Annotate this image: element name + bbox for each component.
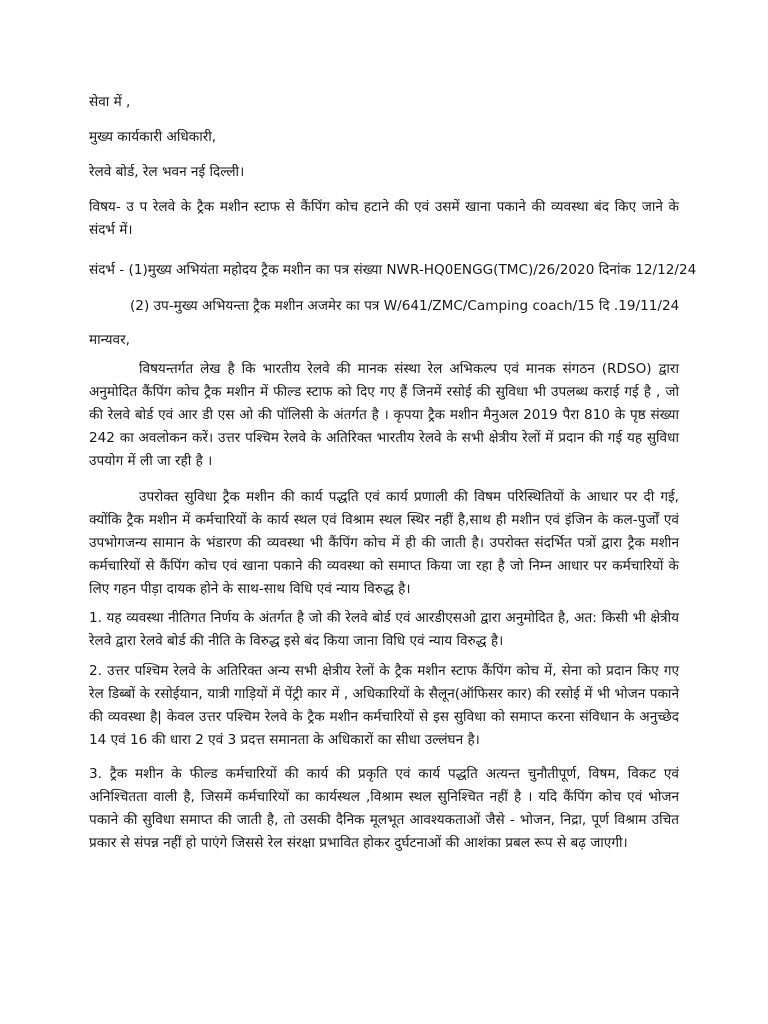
- point-2: 2. उत्तर पश्चिम रेलवे के अतिरिक्त अन्य सभी क्षेत्रीय रेलों के ट्रैक मशीन स्टाफ कैंपिंग कोच में, सेना को प्रदान किए गए रेल डिब्बों के रसोईयान, यात्री गाड़ियों में पेंट्री कार में , अधिकारियों के सैलून(ऑफिसर कार) की रसोई में भी भोजन पकाने की व्यवस्था है| केवल उत्तर पश्चिम रेलवे के ट्रैक मशीन कर्मचारियों से इस सुविधा को समाप्त करना संविधान के अनुच्छेद 14 एवं 16 की धारा 2 एवं 3 प्रदत्त समानता के अधिकारों का सीधा उल्लंघन है।: [89, 663, 679, 748]
- point-1: 1. यह व्यवस्था नीतिगत निर्णय के अंतर्गत है जो की रेलवे बोर्ड एवं आरडीएसओ द्वारा अनुमोदित है, अत: किसी भी क्षेत्रीय रेलवे द्वारा रेलवे बोर्ड की नीति के विरुद्ध इसे बंद किया जाना विधि एवं न्याय विरुद्ध है।: [89, 610, 679, 649]
- body-paragraph-1: विषयन्तर्गत लेख है कि भारतीय रेलवे की मानक संस्था रेल अभिकल्प एवं मानक संगठन (RDSO) द्वारा अनुमोदित कैंपिंग कोच ट्रैक मशीन में फील्ड स्टाफ को दिए गए हैं जिनमें रसोई की सुविधा भी उपलब्ध कराई गई है , जो की रेलवे बोर्ड एवं आर डी एस ओ की पॉलिसी के अंतर्गत है । कृपया ट्रैक मशीन मैनुअल 2019 पैरा 810 के पृष्ठ संख्या 242 का अवलोकन करें। उत्तर पश्चिम रेलवे के अतिरिक्त भारतीय रेलवे के सभी क्षेत्रीय रेलों में प्रदान की गई यह सुविधा उपयोग में ली जा रही है ।: [89, 361, 679, 469]
- subject-line: विषय- उ प रेलवे के ट्रैक मशीन स्टाफ से कैंपिंग कोच हटाने की एवं उसमें खाना पकाने की व्यवस्था बंद किए जाने के संदर्भ में।: [89, 199, 679, 238]
- reference-1: संदर्भ - (1)मुख्य अभियंता महोदय ट्रैक मशीन का पत्र संख्या NWR-HQ0ENGG(TMC)/26/2020 दिनांक 12/12/24: [89, 262, 697, 278]
- point-3: 3. ट्रैक मशीन के फील्ड कर्मचारियों की कार्य की प्रकृति एवं कार्य पद्धति अत्यन्त चुनौतीपूर्ण, विषम, विकट एवं अनिश्चितता वाली है, जिसमें कर्मचारियों का कार्यस्थल ,विश्राम स्थल सुनिश्चित नहीं है । यदि कैंपिंग कोच एवं भोजन पकाने की सुविधा समाप्त की जाती है, तो उसकी दैनिक मूलभूत आवश्यकताओं जैसे - भोजन, निद्रा, पूर्ण विश्राम उचित प्रकार से संपन्न नहीं हो पाएंगे जिससे रेल संरक्षा प्रभावित होकर दुर्घटनाओं की आशंका प्रबल रूप से बढ़ जाएगी।: [89, 766, 679, 851]
- recipient-address: रेलवे बोर्ड, रेल भवन नई दिल्ली।: [89, 164, 245, 180]
- reference-2: (2) उप-मुख्य अभियन्ता ट्रैक मशीन अजमेर का पत्र W/641/ZMC/Camping coach/15 दि .19/11/24: [130, 298, 680, 314]
- recipient-title: मुख्य कार्यकारी अधिकारी,: [89, 129, 217, 145]
- salutation: सेवा में ,: [89, 94, 131, 110]
- body-paragraph-2: उपरोक्त सुविधा ट्रैक मशीन की कार्य पद्धति एवं कार्य प्रणाली की विषम परिस्थितियों के आधार पर दी गई, क्योंकि ट्रैक मशीन में कर्मचारियों के कार्य स्थल एवं विश्राम स्थल स्थिर नहीं है,साथ ही मशीन एवं इंजिन के कल-पुर्जों एवं उपभोगजन्य सामान के भंडारण की व्यवस्था भी कैंपिंग कोच में ही की जाती है। उपरोक्त संदर्भित पत्रों द्वारा ट्रैक मशीन कर्मचारियों से कैंपिंग कोच एवं खाना पकाने की व्यवस्था को समाप्त किया जा रहा है जो निम्न आधार पर कर्मचारियों के लिए गहन पीड़ा दायक होने के साथ-साथ विधि एवं न्याय विरुद्ध है।: [89, 489, 679, 597]
- greeting: मान्यवर,: [89, 332, 130, 348]
